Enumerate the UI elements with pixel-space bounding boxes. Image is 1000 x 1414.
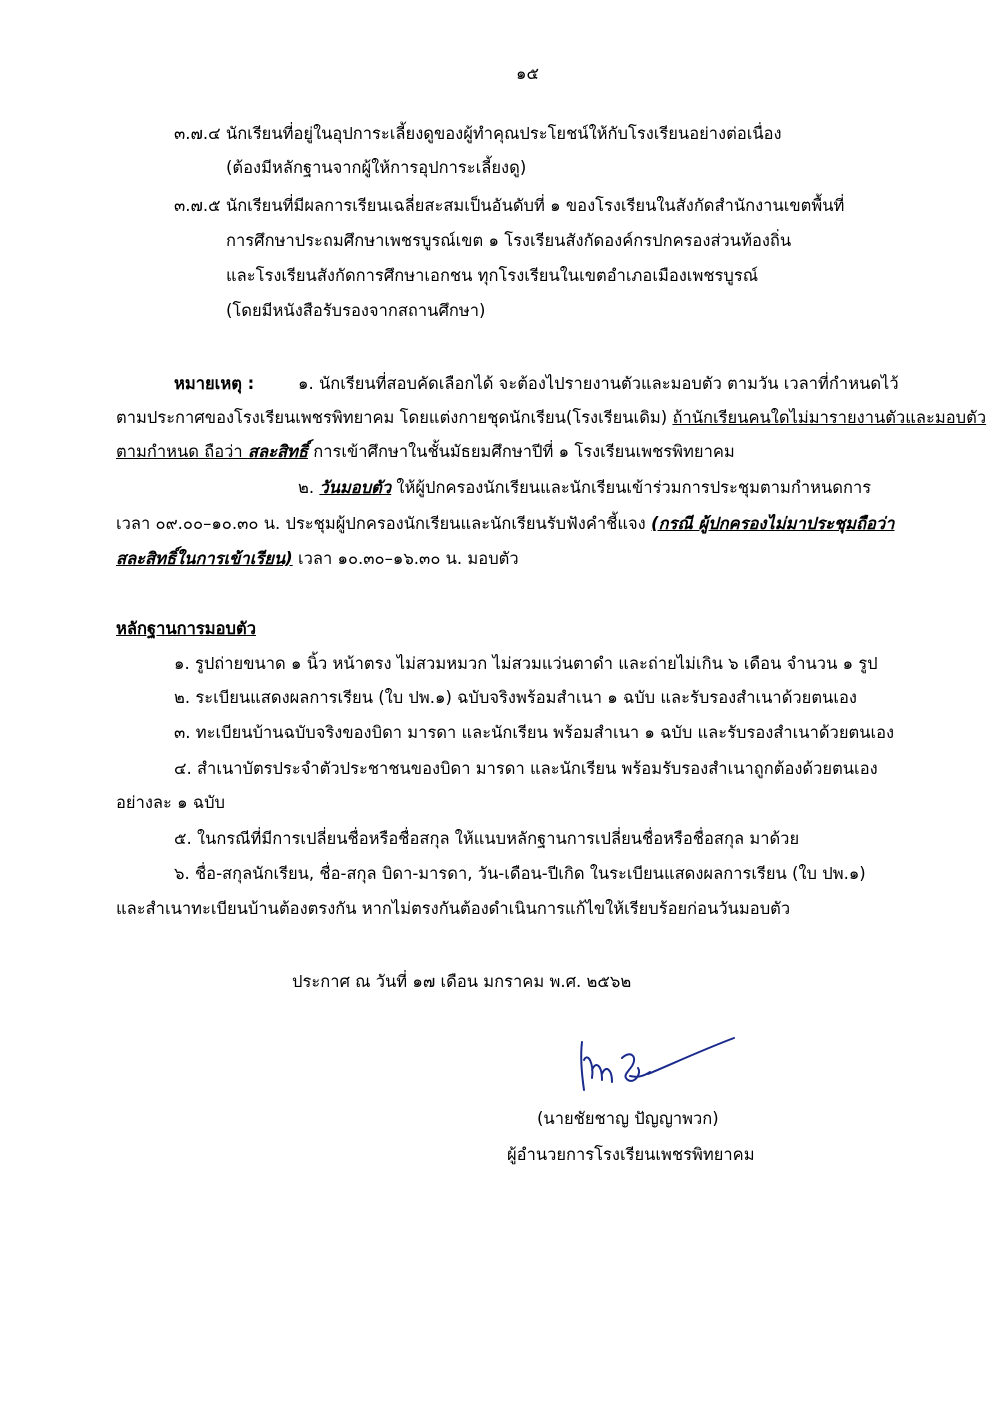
- note-1-line1: ๑. นักเรียนที่สอบคัดเลือกได้ จะต้องไปรายงานตัวและมอบตัว ตามวัน เวลาที่กำหนดไว้: [298, 374, 899, 393]
- signer-title: ผู้อำนวยการโรงเรียนเพชรพิทยาคม: [507, 1145, 755, 1164]
- note-2-line2: [116, 512, 894, 536]
- note-2-line3-emphasis: สละสิทธิ์ในการเข้าเรียน): [116, 549, 293, 568]
- signer-name: (นายชัยชาญ ปัญญาพวก): [537, 1109, 719, 1128]
- note-1-line2-underlined: ถ้านักเรียนคนใดไม่มารายงานตัวและมอบตัว: [672, 408, 987, 427]
- evidence-item-2: ๒. ระเบียนแสดงผลการเรียน (ใบ ปพ.๑) ฉบับจริงพร้อมสำเนา ๑ ฉบับ และรับรองสำเนาด้วยตนเอง: [174, 688, 857, 707]
- evidence-item-4-line1: ๔. สำเนาบัตรประจำตัวประชาชนของบิดา มารดา และนักเรียน พร้อมรับรองสำเนาถูกต้องด้วยตนเอง: [174, 759, 878, 778]
- evidence-item-6-line1: ๖. ชื่อ-สกุลนักเรียน, ชื่อ-สกุล บิดา-มารดา, วัน-เดือน-ปีเกิด ในระเบียนแสดงผลการเรียน (ใบ ปพ.๑): [174, 864, 866, 883]
- note-2-line1-rest: ให้ผู้ปกครองนักเรียนและนักเรียนเข้าร่วมการประชุมตามกำหนดการ: [391, 478, 872, 497]
- evidence-item-4-line2: อย่างละ ๑ ฉบับ: [116, 793, 226, 812]
- evidence-item-6-line2: และสำเนาทะเบียนบ้านต้องตรงกัน หากไม่ตรงกันต้องดำเนินการแก้ไขให้เรียบร้อยก่อนวันมอบตัว: [116, 899, 791, 918]
- evidence-heading: หลักฐานการมอบตัว: [116, 619, 256, 638]
- note-2-number: ๒.: [298, 478, 320, 497]
- announcement-date: ประกาศ ณ วันที่ ๑๗ เดือน มกราคม พ.ศ. ๒๕๖๒: [292, 972, 632, 991]
- note-1-line3: [116, 440, 735, 464]
- item-3-7-4-line2: (ต้องมีหลักฐานจากผู้ให้การอุปการะเลี้ยงดู): [226, 158, 527, 177]
- note-2-line2-emphasis: (กรณี ผู้ปกครองไม่มาประชุมถือว่า: [650, 514, 895, 533]
- note-1-line2: [116, 406, 986, 430]
- item-3-7-5-line2: การศึกษาประถมศึกษาเพชรบูรณ์เขต ๑ โรงเรียนสังกัดองค์กรปกครองส่วนท้องถิ่น: [226, 231, 792, 250]
- note-1-line3-rest: การเข้าศึกษาในชั้นมัธยมศึกษาปีที่ ๑ โรงเรียนเพชรพิทยาคม: [307, 442, 735, 461]
- note-2-line3: [116, 547, 519, 571]
- note-1-forfeit: สละสิทธิ์: [247, 442, 308, 461]
- evidence-item-5: ๕. ในกรณีที่มีการเปลี่ยนชื่อหรือชื่อสกุล ให้แนบหลักฐานการเปลี่ยนชื่อหรือชื่อสกุล มาด้วย: [174, 829, 800, 848]
- evidence-item-3: ๓. ทะเบียนบ้านฉบับจริงของบิดา มารดา และนักเรียน พร้อมสำเนา ๑ ฉบับ และรับรองสำเนาด้วยตนเอง: [174, 723, 895, 742]
- note-label: หมายเหตุ :: [174, 374, 255, 393]
- page-number: ๑๕: [516, 64, 539, 83]
- item-3-7-4-line1: ๓.๗.๔ นักเรียนที่อยู่ในอุปการะเลี้ยงดูของผู้ทำคุณประโยชน์ให้กับโรงเรียนอย่างต่อเนื่อง: [174, 124, 782, 143]
- note-2-report-day: วันมอบตัว: [319, 478, 392, 497]
- note-2-line3-rest: เวลา ๑๐.๓๐–๑๖.๓๐ น. มอบตัว: [292, 549, 519, 568]
- note-2-line1: [298, 476, 871, 500]
- item-3-7-5-line3: และโรงเรียนสังกัดการศึกษาเอกชน ทุกโรงเรียนในเขตอำเภอเมืองเพชรบูรณ์: [226, 266, 759, 285]
- evidence-item-1: ๑. รูปถ่ายขนาด ๑ นิ้ว หน้าตรง ไม่สวมหมวก ไม่สวมแว่นตาดำ และถ่ายไม่เกิน ๖ เดือน จำนวน ๑ รูป: [174, 654, 878, 673]
- note-1-line3-underlined: ตามกำหนด ถือว่า: [116, 442, 248, 461]
- note-2-line2-text: เวลา ๐๙.๐๐–๑๐.๓๐ น. ประชุมผู้ปกครองนักเรียนและนักเรียนรับฟังคำชี้แจง: [116, 514, 651, 533]
- item-3-7-5-line1: ๓.๗.๕ นักเรียนที่มีผลการเรียนเฉลี่ยสะสมเป็นอันดับที่ ๑ ของโรงเรียนในสังกัดสำนักงานเขตพื้นที่: [174, 196, 845, 215]
- note-1-line2-text: ตามประกาศของโรงเรียนเพชรพิทยาคม โดยแต่งกายชุดนักเรียน(โรงเรียนเดิม): [116, 408, 673, 427]
- item-3-7-5-line4: (โดยมีหนังสือรับรองจากสถานศึกษา): [226, 301, 486, 320]
- signature: [572, 1030, 742, 1100]
